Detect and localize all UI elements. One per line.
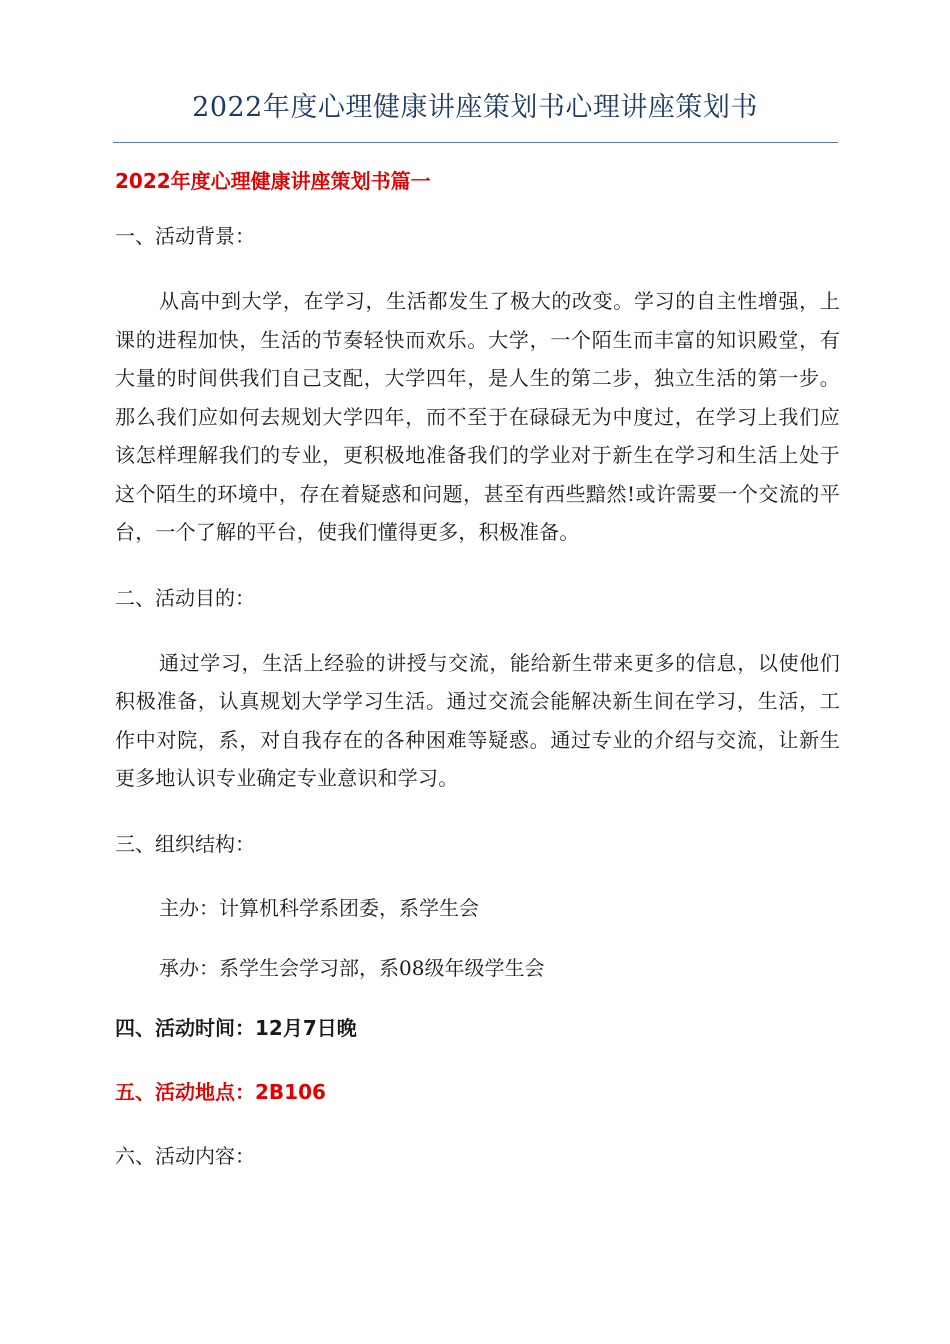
document-body (115, 163, 840, 1202)
page-title: 2022年度心理健康讲座策划书心理讲座策划书 (192, 92, 758, 123)
background-paragraph: 从高中到大学，在学习，生活都发生了极大的改变。学习的自主性增强，上课的进程加快，生活的节奏轻快而欢乐。大学，一个陌生而丰富的知识殿堂，有大量的时间供我们自己支配，大学四年，是人生的第二步，独立生活的第一步。那么我们应如何去规划大学四年，而不至于在碌碌无为中度过，在学习上我们应该怎样理解我们的专业，更积极地准备我们的学业对于新生在学习和生活上处于这个陌生的环境中，存在着疑惑和问题，甚至有西些黯然!或许需要一个交流的平台，一个了解的平台，使我们懂得更多，积极准备。 (115, 289, 840, 544)
section-title: 2022年度心理健康讲座策划书篇一 (115, 169, 431, 193)
organization-organizer: 承办：系学生会学习部，系08级年级学生会 (159, 955, 545, 980)
content-heading: 六、活动内容： (115, 1143, 255, 1168)
purpose-paragraph: 通过学习，生活上经验的讲授与交流，能给新生带来更多的信息，以使他们积极准备，认真规划大学学习生活。通过交流会能解决新生间在学习，生活，工作中对院，系，对自我存在的各种困难等疑惑。通过专业的介绍与交流，让新生更多地认识专业确定专业意识和学习。 (115, 650, 840, 790)
organization-heading: 三、组织结构： (115, 831, 255, 856)
background-heading: 一、活动背景： (115, 224, 255, 248)
activity-location: 五、活动地点：2B106 (115, 1079, 326, 1104)
title-divider (113, 142, 838, 143)
purpose-heading: 二、活动目的： (115, 585, 255, 610)
activity-time: 四、活动时间：12月7日晚 (115, 1015, 357, 1040)
organization-host: 主办：计算机科学系团委，系学生会 (159, 895, 479, 920)
